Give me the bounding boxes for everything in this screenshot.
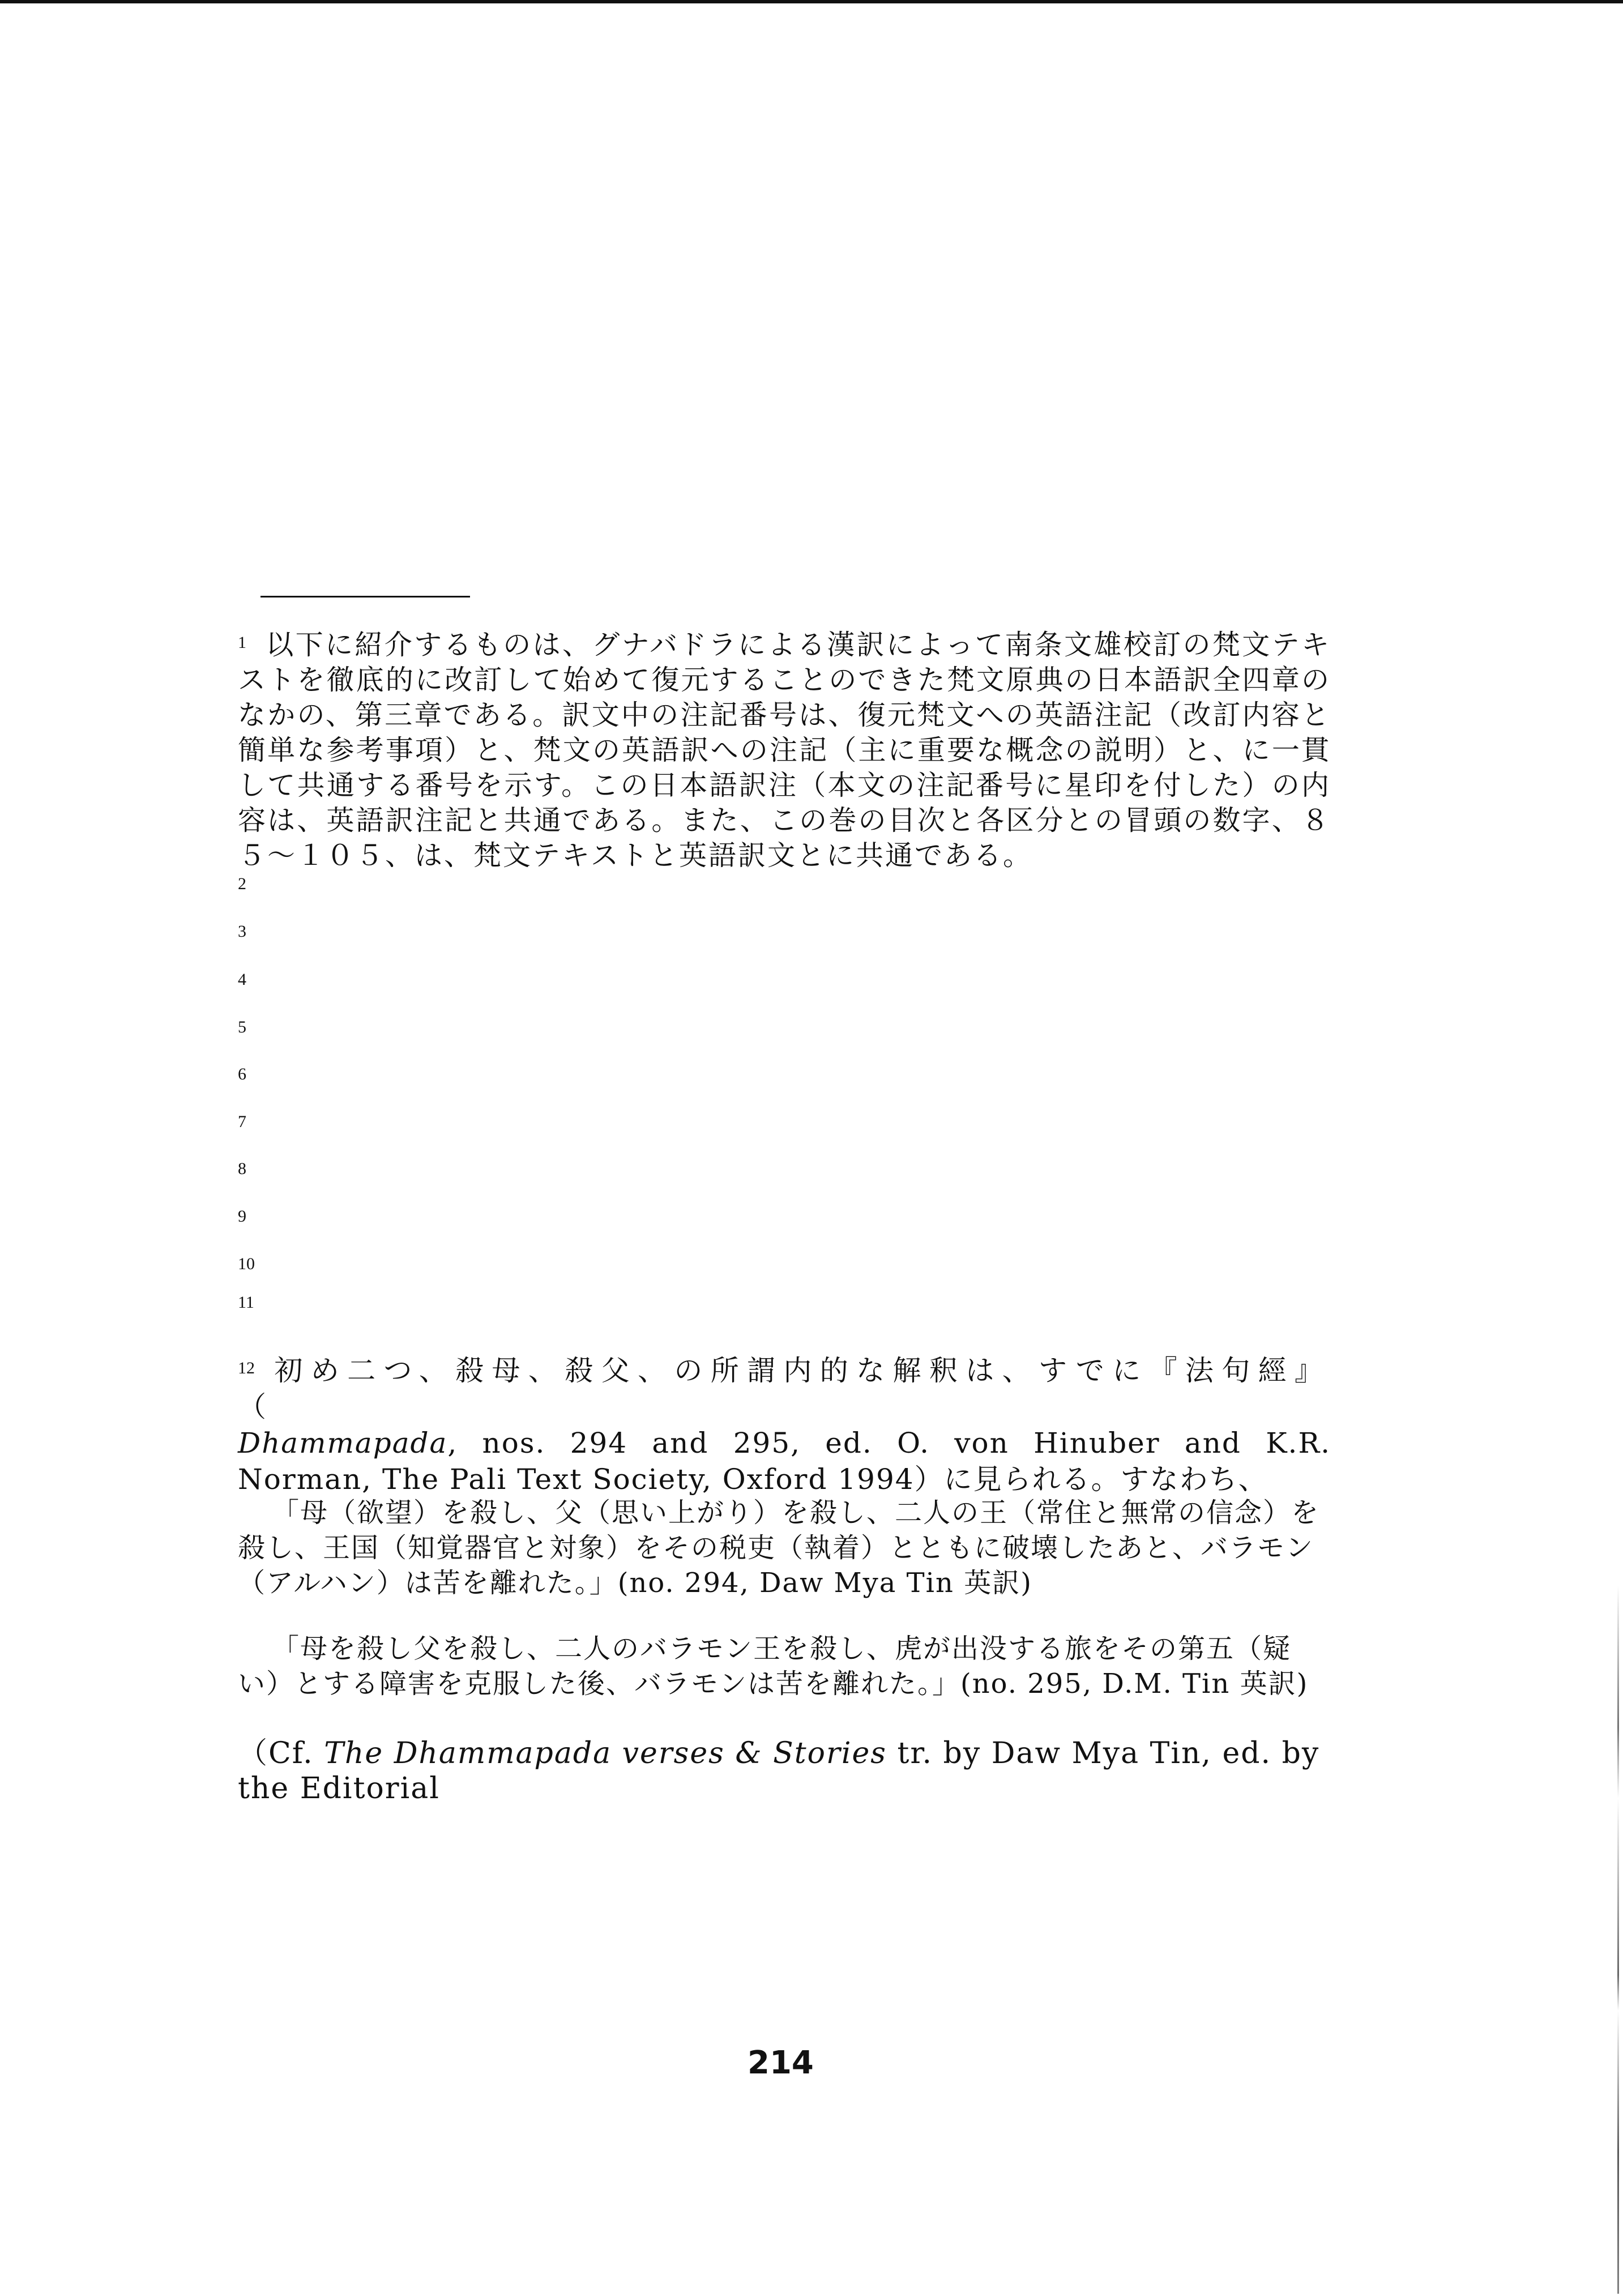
cf-open: （Cf.: [238, 1736, 324, 1770]
footnote-number-4: 4: [238, 970, 246, 989]
footnote-12-source-details: , nos. 294 and 295, ed. O. von Hinuber and K.R. Norman, The Pali Text Society, Oxford 1994）に見られる。すなわち、: [238, 1427, 1331, 1496]
scan-top-border: [0, 0, 1623, 3]
quote-verse-295: 「母を殺し父を殺し、二人のバラモン王を殺し、虎が出没する旅をその第五（疑い）とする障害を克服した後、バラモンは苦を離れた。」(no. 295, D.M. Tin 英訳): [238, 1633, 1309, 1700]
footnote-12-intro: 初め二つ、殺母、殺父、の所謂内的な解釈は、すでに『法句經』（: [238, 1354, 1331, 1423]
footnote-1-text: 以下に紹介するものは、グナバドラによる漢訳によって南条文雄校訂の梵文テキストを徹底的に改訂して始めて復元することのできた梵文原典の日本語訳全四章のなかの、第三章である。訳文中の注記番号は、復元梵文への英語注記（改訂内容と簡単な参考事項）と、梵文の英語訳への注記（主に重要な概念の説明）と、に一貫して共通する番号を示す。この日本語訳注（本文の注記番号に星印を付した）の内容は、英語訳注記と共通である。また、この巻の目次と各区分との冒頭の数字、８５～１０５、は、梵文テキストと英語訳文とに共通である。: [238, 629, 1331, 872]
footnote-12-source-title: Dhammapada: [238, 1427, 448, 1459]
footnote-number-3: 3: [238, 922, 246, 941]
footnote-12-number: 12: [238, 1359, 255, 1377]
footnote-12: [238, 1352, 1331, 1497]
footnote-number-8: 8: [238, 1159, 246, 1178]
footnote-1: [238, 628, 1331, 873]
quote-verse-294: 「母（欲望）を殺し、父（思い上がり）を殺し、二人の王（常住と無常の信念）を殺し、王国（知覚器官と対象）をその税吏（執着）とともに破壊したあと、バラモン（アルハン）は苦を離れた。」(no. 294, Daw Mya Tin 英訳): [238, 1497, 1320, 1599]
cf-title: The Dhammapada verses & Stories: [324, 1736, 887, 1770]
scan-right-edge: [1617, 1586, 1619, 2294]
footnote-number-6: 6: [238, 1065, 246, 1083]
footnote-separator: [260, 596, 470, 598]
page-number: 214: [748, 2045, 814, 2081]
cf-details: tr. by Daw Mya Tin, ed. by the Editorial: [238, 1736, 1320, 1806]
cf-reference: [238, 1736, 1331, 1806]
footnote-number-11: 11: [238, 1293, 254, 1312]
footnote-number-5: 5: [238, 1018, 246, 1036]
footnote-1-number: 1: [238, 633, 246, 652]
footnote-number-2: 2: [238, 874, 246, 893]
footnote-number-9: 9: [238, 1207, 246, 1226]
footnote-number-10: 10: [238, 1254, 255, 1273]
footnote-number-7: 7: [238, 1112, 246, 1131]
